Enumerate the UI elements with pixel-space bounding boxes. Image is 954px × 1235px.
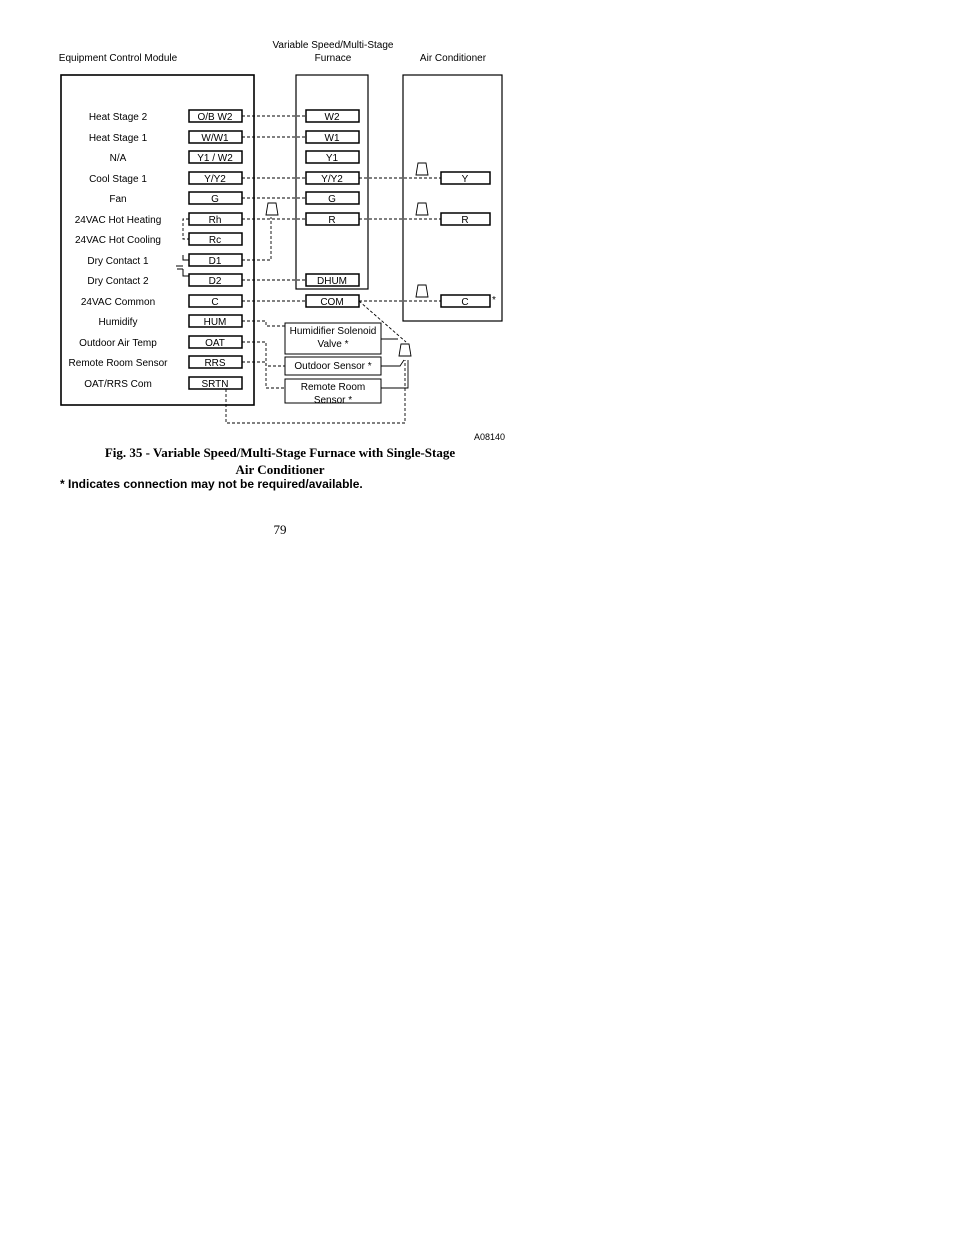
ecm-row-9 [87, 274, 242, 287]
furnace-header-line1: Variable Speed/Multi-Stage [272, 40, 394, 51]
ecm-label: Heat Stage 2 [88, 112, 148, 123]
ecm-terminal-label: C [211, 297, 219, 308]
ac-terminal-y [441, 172, 490, 185]
ecm-label: Cool Stage 1 [89, 174, 147, 185]
ecm-label: OAT/RRS Com [84, 379, 152, 390]
remote-sensor-label-line1: Remote Room [300, 382, 366, 393]
furnace-terminal-g [306, 192, 359, 205]
outdoor-sensor-box [285, 357, 381, 375]
ecm-label: 24VAC Hot Cooling [75, 235, 161, 246]
ecm-row-11 [99, 315, 242, 328]
furnace-terminal-w1 [306, 131, 359, 144]
ecm-terminal-label: Rc [208, 235, 222, 246]
ecm-terminal-label: O/B W2 [197, 112, 233, 123]
ecm-terminal-label: HUM [203, 317, 227, 328]
humidifier-label-line2: Valve * [317, 339, 349, 350]
humidifier-valve-box [285, 323, 381, 354]
ecm-row-7 [75, 233, 242, 246]
furnace-terminal-y-y2 [306, 172, 359, 185]
wire-hum [242, 321, 285, 326]
ecm-label: N/A [109, 153, 127, 164]
furnace-header-line2: Furnace [314, 53, 352, 64]
ac-terminal-label: Y [461, 174, 469, 185]
furnace-terminal-label: W2 [324, 112, 340, 123]
ecm-label: Fan [109, 194, 127, 205]
ecm-terminal-label: RRS [204, 358, 226, 369]
furnace-terminal-r [306, 213, 359, 226]
ac-terminal-label: C [461, 297, 469, 308]
furnace-terminal-dhum [306, 274, 359, 287]
furnace-terminal-label: Y/Y2 [321, 174, 343, 185]
ecm-terminal-label: SRTN [201, 379, 229, 390]
footnote: * Indicates connection may not be required/available. [60, 477, 363, 491]
ac-terminal-c [441, 295, 490, 308]
ecm-row-8 [87, 254, 242, 267]
figure-code: A08140 [473, 432, 505, 442]
furnace-terminal-com [306, 295, 359, 308]
furnace-terminal-label: DHUM [317, 276, 347, 287]
ecm-label: Remote Room Sensor [68, 358, 168, 369]
remote-room-sensor-box [285, 379, 381, 406]
ecm-row-6 [75, 213, 242, 226]
furnace-terminal-y1 [306, 151, 359, 164]
ecm-terminal-label: D1 [208, 256, 222, 267]
wire-d1-jumper [242, 217, 271, 260]
ecm-terminal-label: Y1 / W2 [197, 153, 233, 164]
connector-icon [416, 203, 428, 215]
ecm-terminal-label: G [211, 194, 219, 205]
remote-sensor-label-line2: Sensor * [313, 395, 353, 406]
ecm-row-14 [84, 377, 242, 390]
ecm-label: Dry Contact 1 [87, 256, 149, 267]
ecm-row-4 [89, 172, 242, 185]
ecm-terminal-label: Rh [208, 215, 222, 226]
furnace-terminal-w2 [306, 110, 359, 123]
ecm-label: 24VAC Common [80, 297, 156, 308]
humidifier-label-line1: Humidifier Solenoid [289, 326, 377, 337]
ecm-row-12 [79, 336, 242, 349]
figure-caption-line1: Fig. 35 - Variable Speed/Multi-Stage Furnace with Single-Stage [104, 445, 456, 460]
wiring-diagram [0, 0, 954, 500]
outdoor-sensor-label: Outdoor Sensor * [294, 361, 372, 372]
connector-icon [416, 163, 428, 175]
ecm-terminal-label: OAT [205, 338, 225, 349]
ecm-terminal-label: Y/Y2 [204, 174, 226, 185]
wire-rh-rc-jumper [183, 219, 189, 239]
ecm-row-2 [89, 131, 242, 144]
connector-icon [266, 203, 278, 215]
ecm-row-13 [69, 356, 242, 369]
ac-terminal-r [441, 213, 490, 226]
ecm-row-1 [89, 110, 242, 123]
ecm-label: Dry Contact 2 [87, 276, 149, 287]
ecm-row-10 [81, 295, 242, 308]
page-number: 79 [273, 522, 287, 537]
ecm-terminal-label: W/W1 [201, 133, 229, 144]
ac-terminal-label: R [461, 215, 469, 226]
furnace-terminal-label: W1 [324, 133, 340, 144]
ecm-terminal-label: D2 [208, 276, 222, 287]
ac-enclosure [403, 75, 502, 321]
ecm-label: Heat Stage 1 [88, 133, 148, 144]
ecm-label: Humidify [98, 317, 138, 328]
ecm-header: Equipment Control Module [58, 53, 178, 64]
connector-icon [399, 344, 411, 356]
furnace-terminal-label: R [328, 215, 336, 226]
dry-contact-jumper-icon [176, 255, 189, 276]
ecm-label: Outdoor Air Temp [79, 338, 157, 349]
ecm-label: 24VAC Hot Heating [74, 215, 162, 226]
furnace-terminal-label: Y1 [325, 153, 339, 164]
ecm-row-3 [110, 151, 242, 164]
ecm-row-5 [109, 192, 242, 205]
figure-caption-line2: Air Conditioner [235, 462, 325, 477]
ac-header: Air Conditioner [419, 53, 487, 64]
connector-icon [416, 285, 428, 297]
furnace-terminal-label: G [328, 194, 336, 205]
furnace-terminal-label: COM [320, 297, 344, 308]
ac-c-asterisk: * [492, 295, 496, 306]
